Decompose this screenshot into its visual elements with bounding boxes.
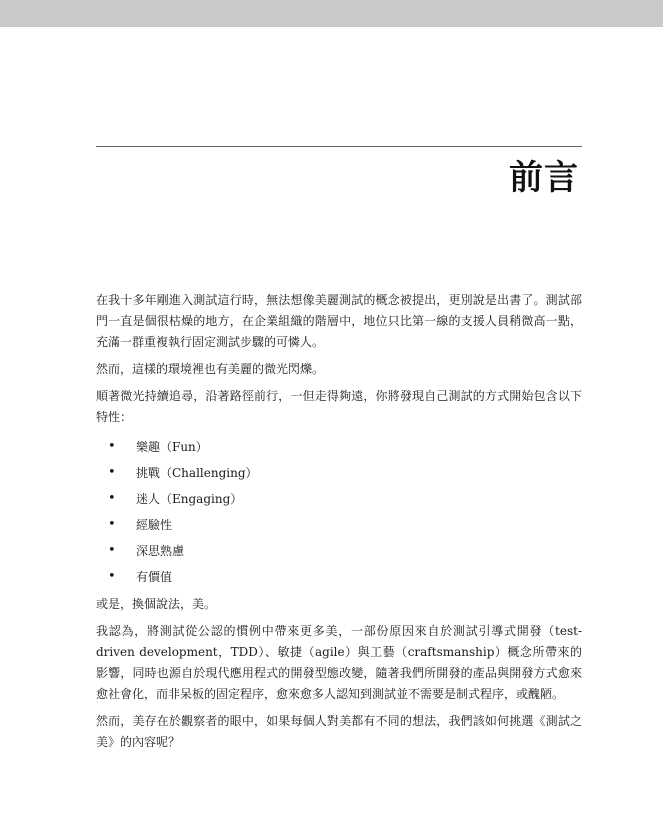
bullet-icon: • bbox=[108, 491, 116, 506]
bullet-icon: • bbox=[108, 543, 116, 558]
list-item-text: 深思熟慮 bbox=[136, 544, 185, 558]
paragraph: 然而，這樣的環境裡也有美麗的微光閃爍。 bbox=[96, 362, 325, 376]
bullet-icon: • bbox=[108, 439, 116, 454]
traits-list bbox=[96, 434, 582, 590]
bullet-icon: • bbox=[108, 517, 116, 532]
list-item-text: 迷人（Engaging） bbox=[136, 492, 243, 506]
list-item-text: 有價值 bbox=[136, 570, 173, 584]
bullet-icon: • bbox=[108, 465, 116, 480]
paragraph: 我認為，將測試從公認的慣例中帶來更多美，一部份原因來自於測試引導式開發（test-driven development，TDD）、敏捷（agile）與工藝（craftsmanship）概念所帶來的影響，同時也源自於現代應用程式的開發型態改變，隨著我們所開發的產品與開發方式愈來愈社會化，而非呆板的固定程序，愈來愈多人認知到測試並不需要是制式程序，或醜陋。 bbox=[96, 624, 582, 701]
paragraph: 順著微光持續追尋，沿著路徑前行，一但走得夠遠，你將發現自己測試的方式開始包含以下特性： bbox=[96, 389, 582, 424]
list-item bbox=[96, 512, 582, 538]
paragraph: 然而，美存在於觀察者的眼中，如果每個人對美都有不同的想法，我們該如何挑選《測試之美》的內容呢？ bbox=[96, 714, 582, 749]
list-item bbox=[96, 460, 582, 486]
body-text bbox=[96, 290, 582, 759]
chapter-title: 前言 bbox=[509, 158, 579, 198]
list-item bbox=[96, 564, 582, 590]
list-item-text: 經驗性 bbox=[136, 518, 173, 532]
paragraph: 在我十多年剛進入測試這行時，無法想像美麗測試的概念被提出，更別說是出書了。測試部門一直是個很枯燥的地方，在企業組織的階層中，地位只比第一線的支援人員稍微高一點，充滿一群重複執行固定測試步驟的可憐人。 bbox=[96, 293, 582, 349]
list-item-text: 樂趣（Fun） bbox=[136, 440, 208, 454]
list-item bbox=[96, 538, 582, 564]
paragraph: 或是，換個說法，美。 bbox=[96, 597, 217, 611]
list-item bbox=[96, 486, 582, 512]
top-gray-band bbox=[0, 0, 663, 27]
list-item bbox=[96, 434, 582, 460]
list-item-text: 挑戰（Challenging） bbox=[136, 466, 258, 480]
chapter-rule bbox=[96, 146, 582, 147]
bullet-icon: • bbox=[108, 569, 116, 584]
